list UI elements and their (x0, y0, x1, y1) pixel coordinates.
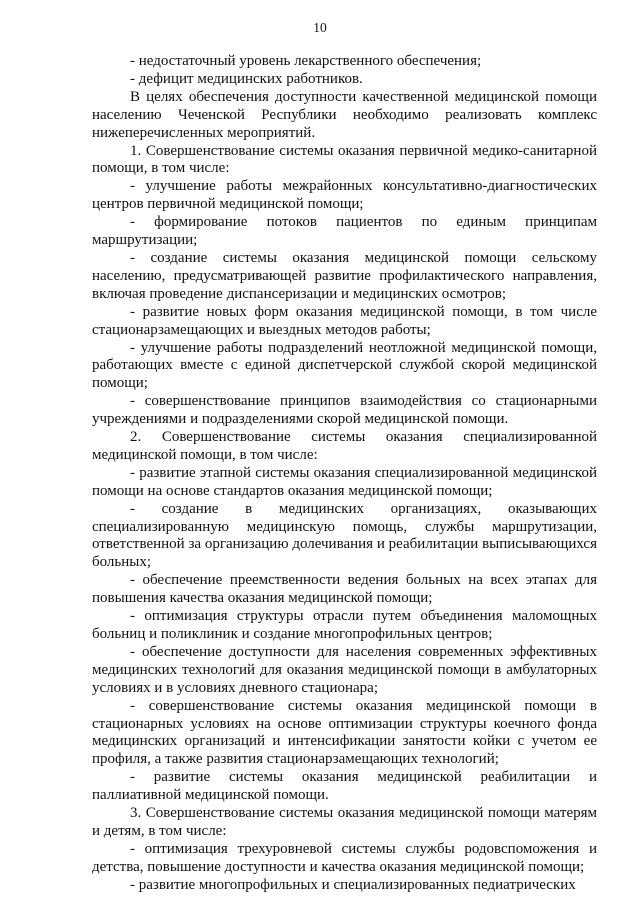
list-item: - развитие новых форм оказания медицинской помощи, в том числе стационарзамещающих и выездных методов работы; (92, 303, 597, 338)
list-item: - развитие этапной системы оказания специализированной медицинской помощи на основе стандартов оказания медицинской помощи; (92, 464, 597, 499)
document-body (92, 53, 597, 895)
list-item: - совершенствование системы оказания медицинской помощи в стационарных условиях на основе оптимизации структуры коечного фонда медицинских организаций и интенсификации занятости койки с учетом ее профиля, а также развития стационарзамещающих технологий; (92, 697, 597, 768)
section-heading: 2. Совершенствование системы оказания специализированной медицинской помощи, в том числе: (92, 429, 597, 463)
list-item: - развитие системы оказания медицинской реабилитации и паллиативной медицинской помощи. (92, 769, 597, 804)
list-item: - создание в медицинских организациях, оказывающих специализированную медицинскую помощь, службы маршрутизации, ответственной за организацию долечивания и реабилитации выписывающихся больных; (92, 500, 597, 571)
paragraph: В целях обеспечения доступности качественной медицинской помощи населению Чеченской Республики необходимо реализовать комплекс нижеперечисленных мероприятий. (92, 88, 597, 141)
section-heading: 3. Совершенствование системы оказания медицинской помощи матерям и детям, в том числе: (92, 805, 597, 839)
list-item: - оптимизация структуры отрасли путем объединения маломощных больниц и поликлиник и создание многопрофильных центров; (92, 608, 597, 642)
paragraph: - дефицит медицинских работников. (130, 70, 363, 87)
list-item: - создание системы оказания медицинской помощи сельскому населению, предусматривающей развитие профилактического направления, включая проведение диспансеризации и медицинских осмотров; (92, 249, 597, 302)
list-item: - улучшение работы подразделений неотложной медицинской помощи, работающих вместе с единой диспетчерской службой скорой медицинской помощи; (92, 339, 597, 392)
section-heading: 1. Совершенствование системы оказания первичной медико-санитарной помощи, в том числе: (92, 142, 597, 177)
list-item: - обеспечение преемственности ведения больных на всех этапах для повышения качества оказания медицинской помощи; (92, 572, 597, 607)
page-number: 10 (313, 20, 327, 35)
list-item: - формирование потоков пациентов по единым принципам маршрутизации; (92, 214, 597, 249)
list-item: - совершенствование принципов взаимодействия со стационарными учреждениями и подразделениями скорой медицинской помощи. (92, 393, 597, 428)
list-item: - улучшение работы межрайонных консультативно-диагностических центров первичной медицинской помощи; (92, 178, 597, 213)
list-item: - обеспечение доступности для населения современных эффективных медицинских технологий для оказания медицинской помощи в амбулаторных условиях и в условиях дневного стационара; (92, 643, 597, 696)
paragraph: - недостаточный уровень лекарственного обеспечения; (130, 53, 482, 69)
list-item: - развитие многопрофильных и специализированных педиатрических (130, 876, 576, 893)
list-item: - оптимизация трехуровневой системы службы родовспоможения и детства, повышение доступности и качества оказания медицинской помощи; (92, 840, 597, 875)
